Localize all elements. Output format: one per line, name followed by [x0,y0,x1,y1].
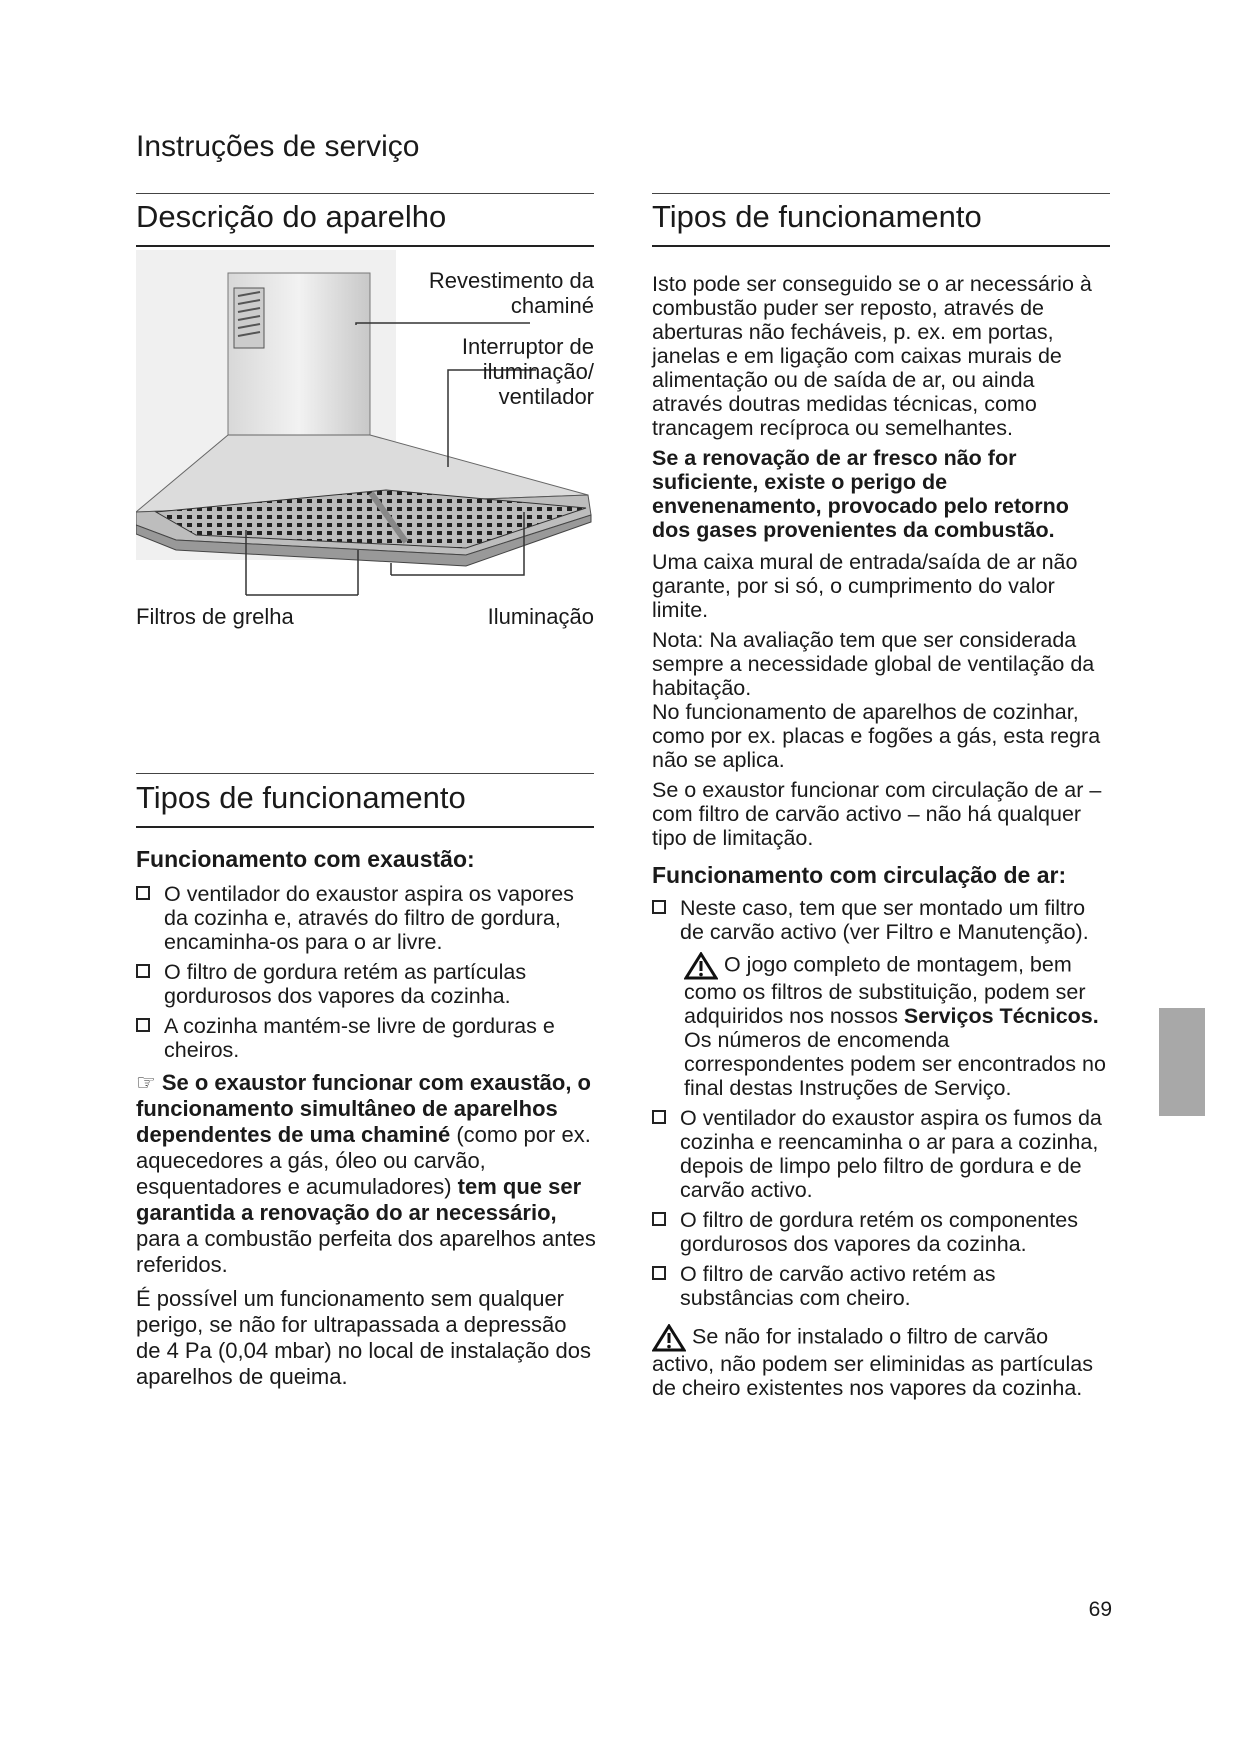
label-chimney-cover-text: Revestimento da chaminé [428,268,594,318]
checklist-item-text: Neste caso, tem que ser montado um filtro de carvão activo (ver Filtro e Manutenção). [680,896,1089,944]
warning-paragraph [652,446,1110,542]
checkbox-icon [136,886,150,900]
divider [136,826,594,828]
label-light-fan-switch-text: Interruptor de iluminação/ ventilador [461,334,594,409]
safety-note-bold: Se o exaustor funcionar com exaustão, o funcionamento simultâneo de aparelhos dependentes de uma chaminé [136,1070,591,1147]
warning-triangle-icon [684,952,718,980]
label-grease-filters: Filtros de grelha [136,604,294,629]
divider [652,245,1110,247]
pointing-hand-icon: ☞ [136,1070,156,1095]
paragraph: É possível um funcionamento sem qualquer perigo, se não for ultrapassada a depressão de 4 Pa (0,04 mbar) no local de instalação dos aparelhos de queima. [136,1286,591,1389]
safety-note-text: para a combustão perfeita dos aparelhos antes referidos. [136,1226,596,1277]
final-warning [652,1324,1110,1400]
divider [652,193,1110,194]
checklist-item [136,1014,596,1062]
paragraph: No funcionamento de aparelhos de cozinhar, como por ex. placas e fogões a gás, esta regra não se aplica. [652,700,1101,772]
final-warning-text: Se não for instalado o filtro de carvão activo, não podem ser eliminidas as partículas de cheiro existentes nos vapores da cozinha. [652,1324,1093,1400]
divider [136,245,594,247]
kit-note-text: Os números de encomenda correspondentes podem ser encontrados no final destas Instruções de Serviço. [684,1028,1106,1100]
kit-note-bold: Serviços Técnicos. [903,1004,1099,1028]
checklist-item [652,1106,1110,1202]
right-column-body [652,272,1110,1400]
divider [136,773,594,774]
paragraph: Se o exaustor funcionar com circulação de ar – com filtro de carvão activo – não há qualquer tipo de limitação. [652,778,1102,850]
safety-note-text: (como por ex. aquecedores a gás, óleo ou carvão, esquentadores e acumuladores) [136,1122,591,1199]
safety-note-bold: tem que ser garantida a renovação do ar necessário, [136,1174,582,1225]
warning-bold-text: Se a renovação de ar fresco não for suficiente, existe o perigo de envenenamento, provocado pelo retorno dos gases provenientes da combustão. [652,446,1069,542]
recirculation-heading: Funcionamento com circulação de ar: [652,862,1067,888]
checklist-item-text: O ventilador do exaustor aspira os fumos da cozinha e reencaminha o ar para a cozinha, depois de limpo pelo filtro de gordura e de carvão activo. [680,1106,1102,1202]
checkbox-icon [136,1018,150,1032]
page-number: 69 [1088,1598,1112,1621]
page-header: Instruções de serviço [136,130,420,163]
section-tab-marker [1159,1008,1205,1116]
checkbox-icon [136,964,150,978]
warning-triangle-icon [652,1324,686,1352]
section-title-operation-modes-right: Tipos de funcionamento [652,199,982,234]
kit-note [652,952,1110,1100]
checkbox-icon [652,900,666,914]
checklist-item [136,882,596,954]
checklist-item-text: O filtro de gordura retém os componentes gordurosos dos vapores da cozinha. [680,1208,1078,1256]
paragraph: Isto pode ser conseguido se o ar necessário à combustão puder ser reposto, através de aberturas não fecháveis, p. ex. em portas, janelas e em ligação com caixas murais de alimentação ou de saída de ar, ou ainda através doutras medidas técnicas, como trancagem recíproca ou semelhantes. [652,272,1092,440]
checkbox-icon [652,1212,666,1226]
paragraph: Nota: Na avaliação tem que ser considerada sempre a necessidade global de ventilação da habitação. [652,628,1095,700]
checkbox-icon [652,1110,666,1124]
label-light-fan-switch [420,334,594,409]
left-column-body [136,846,596,1390]
checklist-item [652,1262,1110,1310]
kit-note-text: O jogo completo de montagem, bem como os filtros de substituição, podem ser adquiridos nos nossos [684,952,1086,1028]
checklist-item-text: O filtro de gordura retém as partículas gordurosos dos vapores da cozinha. [164,960,527,1008]
divider [136,193,594,194]
checklist-item [652,1208,1110,1256]
section-title-description: Descrição do aparelho [136,199,447,234]
checklist-item-text: O ventilador do exaustor aspira os vapores da cozinha e, através do filtro de gordura, encaminha-os para o ar livre. [164,882,574,954]
section-title-operation-modes: Tipos de funcionamento [136,780,466,815]
checklist-item-text: O filtro de carvão activo retém as substâncias com cheiro. [680,1262,996,1310]
checkbox-icon [652,1266,666,1280]
checklist-item-text: A cozinha mantém-se livre de gorduras e cheiros. [164,1014,555,1062]
checklist-item [136,960,596,1008]
checklist-item [652,896,1110,944]
label-lighting: Iluminação [487,604,594,629]
paragraph: Uma caixa mural de entrada/saída de ar não garante, por si só, o cumprimento do valor limite. [652,550,1078,622]
label-chimney-cover [390,268,594,318]
safety-note [136,1070,596,1278]
exhaust-heading: Funcionamento com exaustão: [136,846,475,872]
